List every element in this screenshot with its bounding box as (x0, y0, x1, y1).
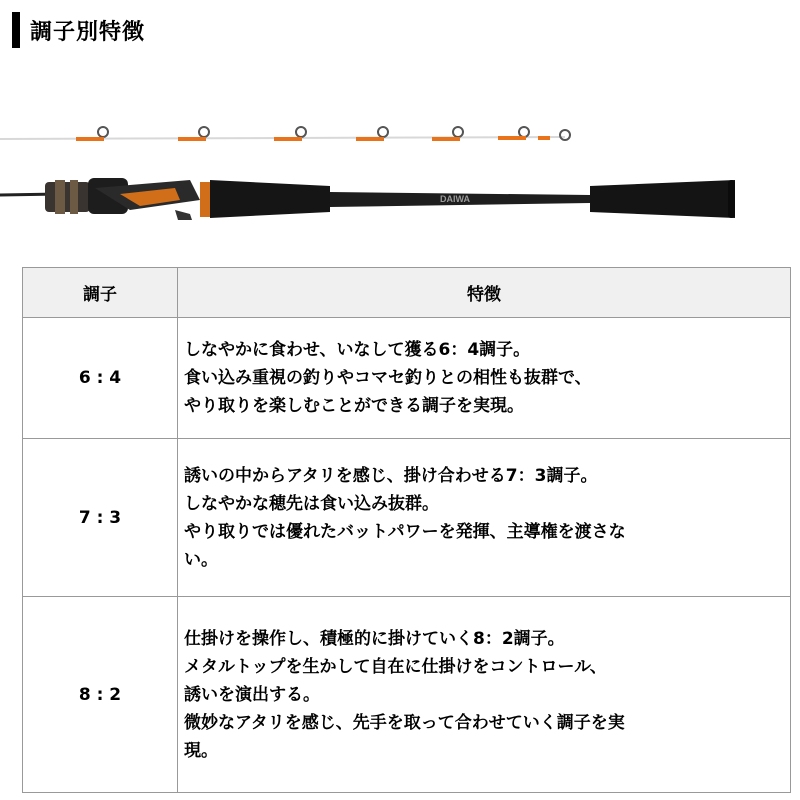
rod-image (0, 110, 800, 240)
brand-logo: DAIWA (440, 194, 470, 204)
table-header-row (23, 268, 791, 318)
row-feature: しなやかに食わせ、いなして獲る6：4調子。 食い込み重視の釣りやコマセ釣りとの相性も抜群で、 やり取りを楽しむことができる調子を実現。 (178, 318, 791, 439)
row-action: 7 : 3 (23, 439, 178, 597)
row-action: 6 : 4 (23, 318, 178, 439)
fore-grip (210, 180, 330, 218)
rear-grip (590, 180, 735, 218)
page-title: 調子別特徴 (30, 19, 146, 45)
row-feature: 誘いの中からアタリを感じ、掛け合わせる7：3調子。 しなやかな穂先は食い込み抜群。 やり取りでは優れたバットパワーを発揮、主導権を渡さな い。 (178, 439, 791, 597)
header-action: 調子 (23, 268, 178, 318)
table-row (23, 597, 791, 793)
fishing-rod-illustration (0, 110, 800, 240)
table-row (23, 439, 791, 597)
heading-accent-bar (12, 12, 20, 48)
action-feature-table (22, 267, 791, 793)
trigger (175, 210, 192, 220)
row-action: 8 : 2 (23, 597, 178, 793)
row-feature: 仕掛けを操作し、積極的に掛けていく8：2調子。 メタルトップを生かして自在に仕掛けをコントロール、 誘いを演出する。 微妙なアタリを感じ、先手を取って合わせていく調子を実 現。 (178, 597, 791, 793)
reel-seat (45, 182, 90, 212)
header-feature: 特徴 (178, 268, 791, 318)
section-heading (12, 12, 145, 48)
table-row (23, 318, 791, 439)
